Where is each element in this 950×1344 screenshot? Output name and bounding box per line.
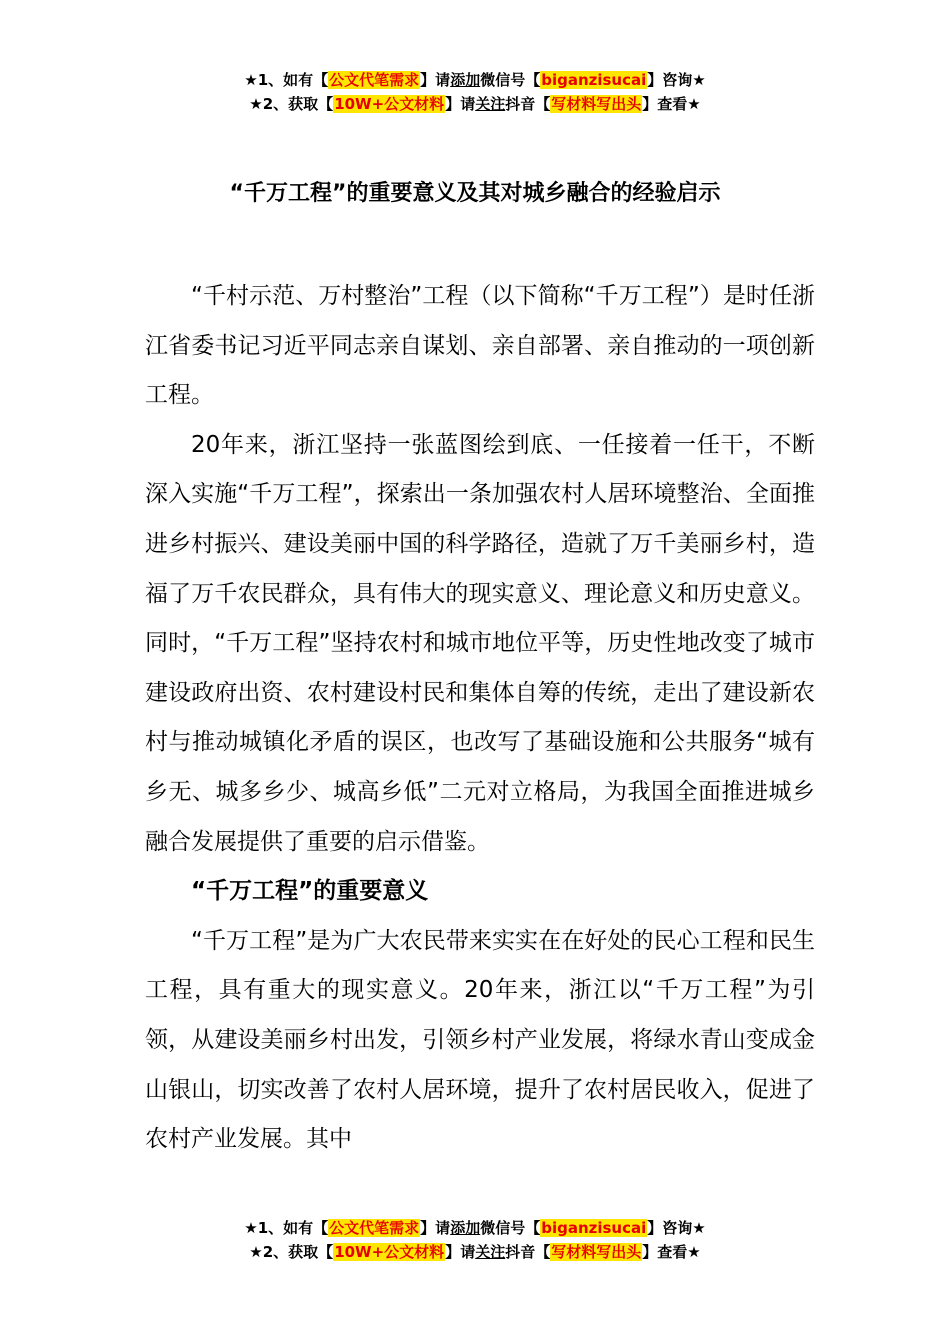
- highlight-wechat-id: biganzisucai: [541, 71, 647, 89]
- highlight-service: 公文代笔需求: [329, 1219, 420, 1237]
- highlight-materials: 10W+公文材料: [334, 95, 445, 113]
- header-banner: [0, 68, 950, 116]
- section-heading: “千万工程”的重要意义: [191, 878, 429, 905]
- paragraph-3: “千万工程”是为广大农民带来实实在在好处的民心工程和民生工程，具有重大的现实意义。20年来，浙江以“千万工程”为引领，从建设美丽乡村出发，引领乡村产业发展，将绿水青山变成金山银山，切实改善了农村人居环境，提升了农村居民收入，促进了农村产业发展。其中: [145, 927, 815, 1153]
- banner-line-2: ★2、获取【10W+公文材料】请关注抖音【写材料写出头】查看★: [249, 95, 701, 113]
- document-body: [145, 272, 815, 1165]
- highlight-douyin: 写材料写出头: [551, 95, 642, 113]
- paragraph-2: 20年来，浙江坚持一张蓝图绘到底、一任接着一任干，不断深入实施“千万工程”，探索出一条加强农村人居环境整治、全面推进乡村振兴、建设美丽中国的科学路径，造就了万千美丽乡村，造福了万千农民群众，具有伟大的现实意义、理论意义和历史意义。同时，“千万工程”坚持农村和城市地位平等，历史性地改变了城市建设政府出资、农村建设村民和集体自筹的传统，走出了建设新农村与推动城镇化矛盾的误区，也改写了基础设施和公共服务“城有乡无、城多乡少、城高乡低”二元对立格局，为我国全面推进城乡融合发展提供了重要的启示借鉴。: [145, 431, 815, 855]
- paragraph-1: “千村示范、万村整治”工程（以下简称“千万工程”）是时任浙江省委书记习近平同志亲自谋划、亲自部署、亲自推动的一项创新工程。: [145, 283, 815, 409]
- highlight-wechat-id: biganzisucai: [541, 1219, 647, 1237]
- banner-line-1: ★1、如有【公文代笔需求】请添加微信号【biganzisucai】咨询★: [244, 71, 706, 89]
- highlight-materials: 10W+公文材料: [334, 1243, 445, 1261]
- banner-line-2: ★2、获取【10W+公文材料】请关注抖音【写材料写出头】查看★: [249, 1243, 701, 1261]
- footer-banner: [0, 1216, 950, 1264]
- highlight-douyin: 写材料写出头: [551, 1243, 642, 1261]
- highlight-service: 公文代笔需求: [329, 71, 420, 89]
- document-title: “千万工程”的重要意义及其对城乡融合的经验启示: [229, 181, 721, 206]
- banner-line-1: ★1、如有【公文代笔需求】请添加微信号【biganzisucai】咨询★: [244, 1219, 706, 1237]
